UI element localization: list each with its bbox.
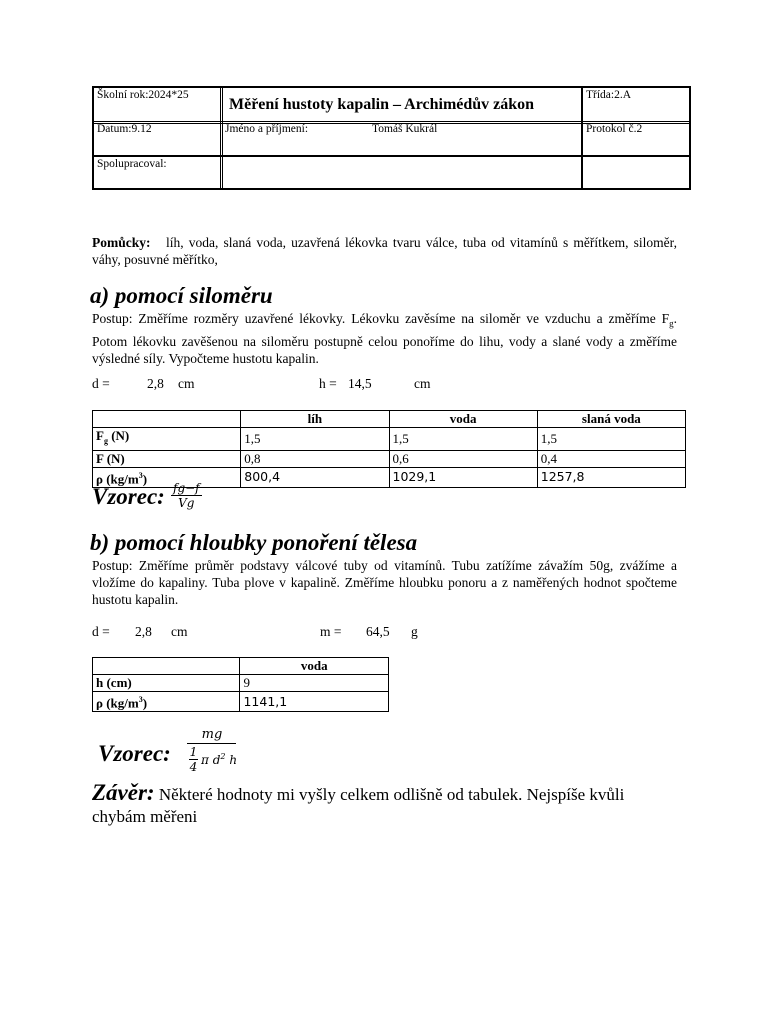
h-value: 14,5 [348, 376, 372, 391]
header-divider [581, 88, 583, 188]
d-label: d = [92, 624, 110, 639]
row-label: F (N) [93, 450, 241, 467]
section-a-procedure [92, 310, 677, 367]
d-unit: cm [178, 376, 195, 391]
row-label: ρ $(kg/m^3)$ [93, 692, 240, 712]
table-cell: 9 [240, 675, 389, 692]
table-header-row [93, 658, 389, 675]
procedure-subscript: g [669, 318, 674, 329]
name-label: Jméno a příjmení: [225, 123, 309, 135]
row-label: ρ $(kg/m^3)$ [93, 467, 241, 487]
formula-label-a: Vzorec: [92, 484, 165, 509]
conclusion-paragraph [92, 782, 677, 828]
formula-b-rest: π $d^2$ h [201, 752, 238, 767]
class-label: Třída:2.A [586, 89, 632, 101]
header-table [92, 86, 691, 190]
section-b-procedure: Postup: Změříme průměr podstavy válcové tuby od vitamínů. Tubu zatížíme závažím 50g, zvážíme a vložíme do kapaliny. Tuba plove v kapalině. Změříme hloubku ponoru a z naměřených hodnot spočteme hustotu kapalin. [92, 558, 677, 607]
procedure-text: Postup: Změříme rozměry uzavřené lékovky. Lékovku zavěsíme na siloměr ve vzduchu a změříme F [92, 311, 670, 326]
tools-label: Pomůcky: [92, 235, 151, 250]
m-label: m = [320, 624, 342, 639]
procedure-text: . Potom lékovku zavěšenou na siloměru postupně celou ponoříme do lihu, vody a slané vody a změříme výsledné síly. Vypočteme hustotu kapalin. [92, 311, 677, 366]
d-value: 2,8 [135, 624, 152, 639]
formula-b-bar [187, 743, 236, 744]
header-divider [220, 88, 223, 188]
d-value: 2,8 [147, 376, 164, 391]
table-cell: 1257,8 [537, 467, 685, 487]
formula-b-numerator: mg [201, 727, 223, 742]
protocol-label: Protokol č.2 [586, 123, 643, 135]
formula-denominator: Vg [178, 496, 195, 510]
d-unit: cm [171, 624, 188, 639]
table-row [93, 450, 686, 467]
table-row [93, 675, 389, 692]
table-cell: 1,5 [537, 428, 685, 451]
table-header-cell: líh [241, 411, 389, 428]
row-label: h (cm) [93, 675, 240, 692]
formula-numerator: fg−f [173, 481, 200, 495]
table-row [93, 428, 686, 451]
page-title: Měření hustoty kapalin – Archimédův zákon [229, 96, 535, 113]
quarter-num: 1 [189, 745, 198, 759]
table-cell: 0,6 [389, 450, 537, 467]
formula-a [171, 481, 202, 510]
header-divider [94, 155, 689, 157]
tools-paragraph [92, 234, 677, 268]
table-cell: 0,4 [537, 450, 685, 467]
section-b-heading: b) pomocí hloubky ponoření tělesa [90, 530, 418, 555]
measurements-table-b [92, 657, 389, 712]
m-unit: g [411, 624, 418, 639]
h-unit: cm [414, 376, 431, 391]
table-cell: 800,4 [241, 467, 389, 487]
school-year: Školní rok:2024*25 [97, 89, 189, 101]
table-cell: 1141,1 [240, 692, 389, 712]
measurements-table-a [92, 410, 686, 488]
table-row [93, 692, 389, 712]
partner-label: Spolupracoval: [97, 158, 167, 170]
table-cell: 0,8 [241, 450, 389, 467]
conclusion-label: Závěr: [92, 780, 155, 805]
table-cell: 1029,1 [389, 467, 537, 487]
tools-text: líh, voda, slaná voda, uzavřená lékovka tvaru válce, tuba od vitamínů s měřítkem, siloměr, váhy, posuvné měřítko, [92, 235, 677, 267]
section-a-heading: a) pomocí siloměru [90, 283, 273, 308]
table-header-cell: slaná voda [537, 411, 685, 428]
table-cell: 1,5 [241, 428, 389, 451]
table-header-cell [93, 411, 241, 428]
m-value: 64,5 [366, 624, 390, 639]
formula-b-quarter [189, 745, 198, 774]
d-label: d = [92, 376, 110, 391]
conclusion-text: Některé hodnoty mi vyšly celkem odlišně od tabulek. Nejspíše kvůli chybám měřeni [92, 785, 625, 826]
row-label: $F_g$ (N) [93, 428, 241, 451]
table-header-cell: voda [240, 658, 389, 675]
formula-label-b: Vzorec: [98, 741, 171, 766]
table-header-row [93, 411, 686, 428]
h-label: h = [319, 376, 337, 391]
quarter-den: 4 [189, 760, 198, 774]
table-cell: 1,5 [389, 428, 537, 451]
table-header-cell [93, 658, 240, 675]
date-label: Datum:9.12 [97, 123, 152, 135]
name-value: Tomáš Kukrál [372, 123, 438, 135]
table-header-cell: voda [389, 411, 537, 428]
